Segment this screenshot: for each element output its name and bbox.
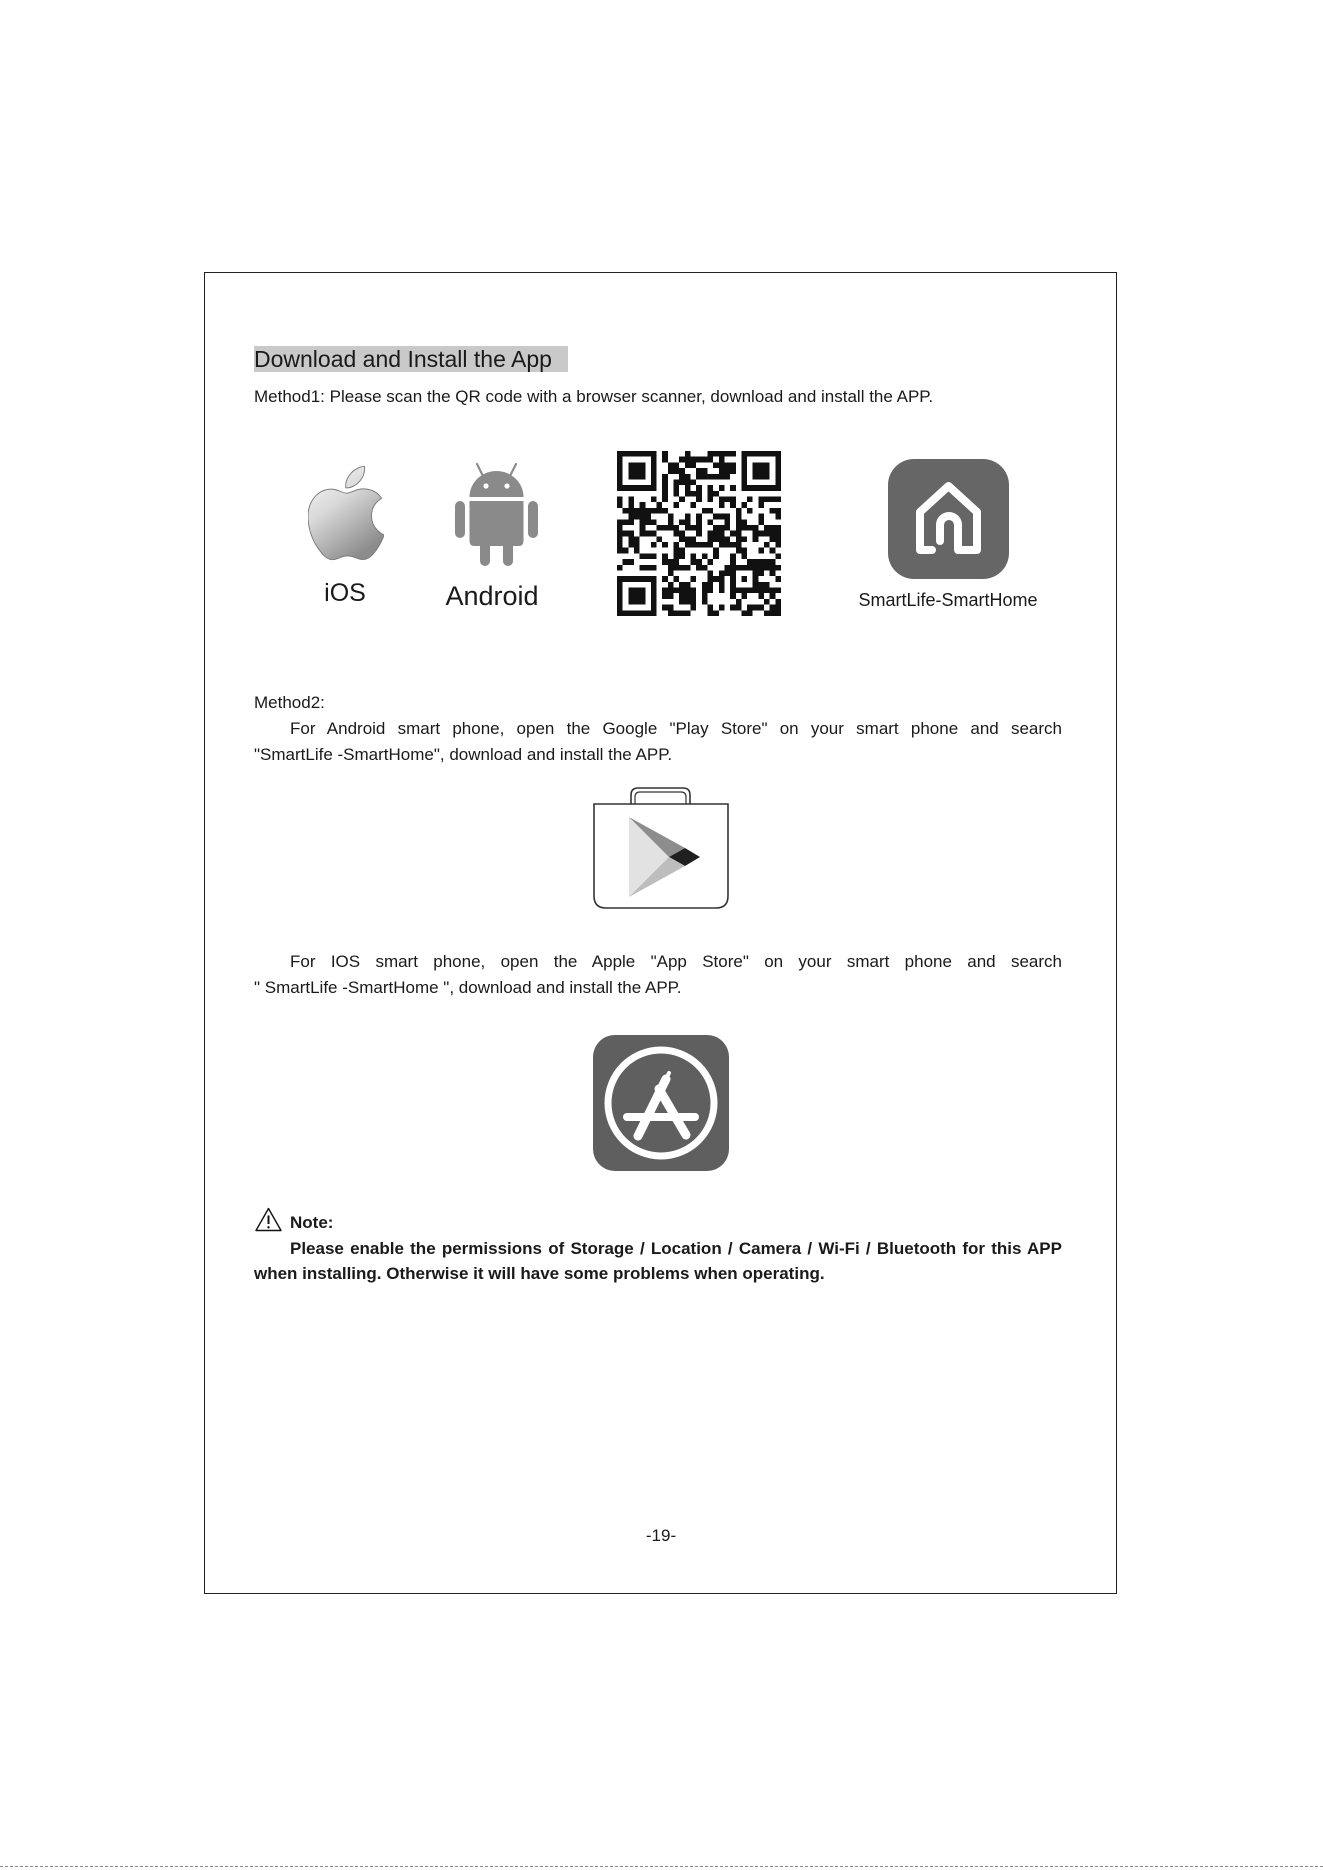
android-label: Android: [445, 581, 539, 611]
ios-instructions: [254, 949, 1062, 1001]
app-name-label: SmartLife-SmartHome: [858, 590, 1038, 610]
android-robot-icon: [450, 459, 543, 567]
note-text-line: Please enable the permissions of Storage / Location / Camera / Wi-Fi / Bluetooth for this APP: [290, 1239, 1062, 1258]
smartlife-app-icon: [888, 459, 1009, 579]
android-instructions-line: For Android smart phone, open the Google "Play Store" on your smart phone and search: [290, 719, 1062, 738]
note-text-line: when installing. Otherwise it will have some problems when operating.: [254, 1264, 825, 1283]
google-play-store-icon: [593, 786, 729, 909]
page-cut-line: [0, 1866, 1323, 1867]
ios-instructions-line: " SmartLife -SmartHome ", download and install the APP.: [254, 978, 682, 997]
apple-logo-icon: [308, 465, 384, 561]
ios-label: iOS: [324, 579, 366, 607]
page-number: -19-: [645, 1526, 677, 1545]
qr-code-icon: [617, 451, 781, 616]
ios-instructions-line: For IOS smart phone, open the Apple "App Store" on your smart phone and search: [290, 952, 1062, 971]
android-instructions-line: "SmartLife -SmartHome", download and install the APP.: [254, 745, 673, 764]
android-instructions: [254, 716, 1062, 768]
warning-triangle-icon: [255, 1207, 282, 1232]
apple-app-store-icon: [593, 1035, 729, 1171]
note-text: [254, 1236, 1062, 1286]
section-heading: Download and Install the App: [254, 346, 568, 372]
method1-text: Method1: Please scan the QR code with a browser scanner, download and install the APP.: [254, 387, 934, 406]
note-title: Note:: [290, 1213, 334, 1232]
method2-title: Method2:: [254, 693, 325, 712]
